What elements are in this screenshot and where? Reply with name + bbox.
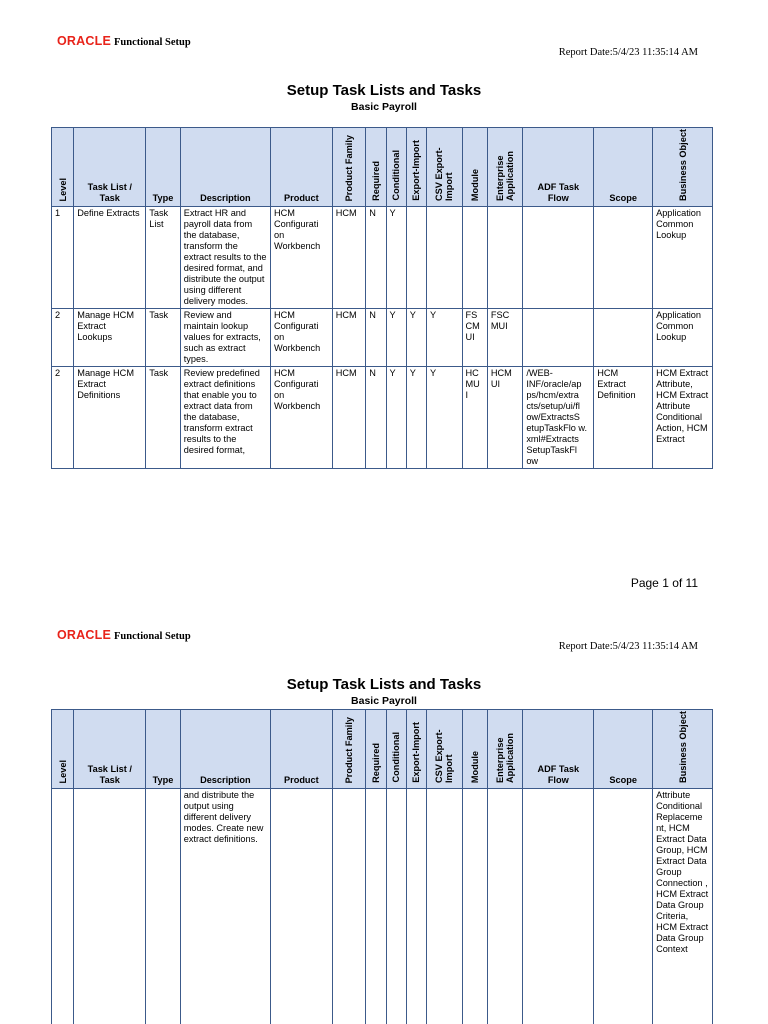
page-number: Page 1 of 11 <box>630 576 698 590</box>
cell-description: Review and maintain lookup values for extracts, such as extract types. <box>180 309 270 367</box>
cell-product-family: HCM <box>332 309 365 367</box>
cell-description: Review predefined extract definitions that enable you to extract data from the database, transform extract results to the desired format, <box>180 367 270 469</box>
col-header-business-object: Business Object <box>653 710 713 789</box>
col-header-required: Required <box>366 128 386 207</box>
report-date: Report Date:5/4/23 11:35:14 AM <box>558 641 698 652</box>
cell-conditional: Y <box>386 309 406 367</box>
cell-business-object: Application Common Lookup <box>653 207 713 309</box>
cell-business-object: HCM Extract Attribute, HCM Extract Attribute Conditional Action, HCM Extract <box>653 367 713 469</box>
cell-product-family: HCM <box>332 367 365 469</box>
cell-module: HC MU I <box>462 367 487 469</box>
col-header-product: Product <box>270 128 332 207</box>
table-row <box>52 789 713 1024</box>
table-row <box>52 207 713 309</box>
col-header-module: Module <box>462 128 487 207</box>
oracle-logo: ORACLE <box>57 628 111 642</box>
page-subtitle: Basic Payroll <box>351 101 417 113</box>
cell-type: Task List <box>146 207 180 309</box>
cell-csv-export-import <box>427 789 462 1024</box>
col-header-adf-task-flow: ADF Task Flow <box>523 128 594 207</box>
cell-export-import <box>406 789 426 1024</box>
cell-required: N <box>366 367 386 469</box>
col-header-level: Level <box>52 710 74 789</box>
col-header-product-family: Product Family <box>332 128 365 207</box>
cell-scope: HCM Extract Definition <box>594 367 653 469</box>
page-title: Setup Task Lists and Tasks <box>286 82 482 99</box>
col-header-description: Description <box>180 710 270 789</box>
cell-export-import <box>406 207 426 309</box>
cell-enterprise-application <box>487 789 522 1024</box>
cell-scope <box>594 207 653 309</box>
table-row <box>52 367 713 469</box>
cell-conditional: Y <box>386 207 406 309</box>
cell-product: HCM Configurati on Workbench <box>270 207 332 309</box>
col-header-required: Required <box>366 710 386 789</box>
report-date: Report Date:5/4/23 11:35:14 AM <box>558 47 698 58</box>
page-title: Setup Task Lists and Tasks <box>286 676 482 693</box>
col-header-adf-task-flow: ADF Task Flow <box>523 710 594 789</box>
col-header-type: Type <box>146 710 180 789</box>
cell-module <box>462 789 487 1024</box>
cell-enterprise-application: FSC MUI <box>487 309 522 367</box>
cell-level <box>52 789 74 1024</box>
cell-product-family: HCM <box>332 207 365 309</box>
app-name: Functional Setup <box>113 37 191 48</box>
cell-required: N <box>366 207 386 309</box>
cell-adf-task-flow <box>523 309 594 367</box>
tasks-table <box>51 127 713 469</box>
cell-description: and distribute the output using different delivery modes. Create new extract definitions. <box>180 789 270 1024</box>
cell-adf-task-flow <box>523 207 594 309</box>
col-header-product: Product <box>270 710 332 789</box>
col-header-task: Task List / Task <box>74 128 146 207</box>
cell-type: Task <box>146 309 180 367</box>
col-header-enterprise-application: Enterprise Application <box>487 710 522 789</box>
col-header-conditional: Conditional <box>386 710 406 789</box>
col-header-export-import: Export-Import <box>406 710 426 789</box>
cell-module: FS CM UI <box>462 309 487 367</box>
cell-csv-export-import: Y <box>427 309 462 367</box>
cell-export-import: Y <box>406 367 426 469</box>
col-header-enterprise-application: Enterprise Application <box>487 128 522 207</box>
oracle-logo: ORACLE <box>57 34 111 48</box>
col-header-scope: Scope <box>594 710 653 789</box>
cell-task: Manage HCM Extract Definitions <box>74 367 146 469</box>
cell-scope <box>594 789 653 1024</box>
cell-csv-export-import: Y <box>427 367 462 469</box>
report-page-2 <box>0 594 768 1024</box>
cell-enterprise-application: HCM UI <box>487 367 522 469</box>
cell-task: Manage HCM Extract Lookups <box>74 309 146 367</box>
col-header-csv-export-import: CSV Export-Import <box>427 710 462 789</box>
col-header-scope: Scope <box>594 128 653 207</box>
app-name: Functional Setup <box>113 631 191 642</box>
col-header-conditional: Conditional <box>386 128 406 207</box>
cell-adf-task-flow: /WEB-INF/oracle/ap ps/hcm/extra cts/setup/ui/fl ow/ExtractsS etupTaskFlo w. xml#Extracts SetupTaskFl ow <box>523 367 594 469</box>
col-header-module: Module <box>462 710 487 789</box>
cell-required <box>366 789 386 1024</box>
oracle-brand <box>57 34 191 48</box>
page-subtitle: Basic Payroll <box>351 695 417 707</box>
tasks-table <box>51 709 713 1024</box>
col-header-business-object: Business Object <box>653 128 713 207</box>
cell-conditional <box>386 789 406 1024</box>
cell-product: HCM Configurati on Workbench <box>270 367 332 469</box>
cell-level: 2 <box>52 367 74 469</box>
table-row <box>52 309 713 367</box>
col-header-export-import: Export-Import <box>406 128 426 207</box>
cell-business-object: Application Common Lookup <box>653 309 713 367</box>
cell-conditional: Y <box>386 367 406 469</box>
cell-product: HCM Configurati on Workbench <box>270 309 332 367</box>
cell-level: 2 <box>52 309 74 367</box>
col-header-level: Level <box>52 128 74 207</box>
col-header-product-family: Product Family <box>332 710 365 789</box>
cell-module <box>462 207 487 309</box>
cell-enterprise-application <box>487 207 522 309</box>
col-header-csv-export-import: CSV Export-Import <box>427 128 462 207</box>
cell-export-import: Y <box>406 309 426 367</box>
cell-business-object: Attribute Conditional Replaceme nt, HCM Extract Data Group, HCM Extract Data Group Connection , HCM Extract Data Group Criteria, HCM Extract Data Group Context <box>653 789 713 1024</box>
cell-type <box>146 789 180 1024</box>
col-header-type: Type <box>146 128 180 207</box>
cell-task <box>74 789 146 1024</box>
cell-level: 1 <box>52 207 74 309</box>
cell-csv-export-import <box>427 207 462 309</box>
cell-description: Extract HR and payroll data from the database, transform the extract results to the desired format, and distribute the output using different delivery modes. <box>180 207 270 309</box>
cell-scope <box>594 309 653 367</box>
cell-product <box>270 789 332 1024</box>
cell-adf-task-flow <box>523 789 594 1024</box>
cell-required: N <box>366 309 386 367</box>
col-header-description: Description <box>180 128 270 207</box>
oracle-brand <box>57 628 191 642</box>
col-header-task: Task List / Task <box>74 710 146 789</box>
cell-task: Define Extracts <box>74 207 146 309</box>
table-header-row <box>52 128 713 207</box>
cell-type: Task <box>146 367 180 469</box>
cell-product-family <box>332 789 365 1024</box>
table-header-row <box>52 710 713 789</box>
